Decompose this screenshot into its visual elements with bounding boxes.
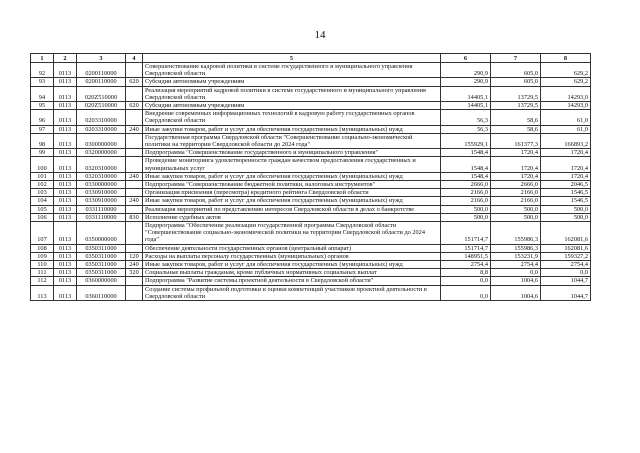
expense-type-cell: 240 [126, 261, 143, 269]
expense-type-cell: 120 [126, 252, 143, 260]
table-row [31, 222, 591, 245]
target-article-cell: 0330910000 [77, 189, 126, 197]
amount-cell-col8: 500,0 [541, 213, 591, 221]
item-name-cell: Иные закупки товаров, работ и услуг для обеспечения государственных (муниципальных) нужд [143, 197, 441, 205]
target-article-cell: 0350311000 [77, 252, 126, 260]
row-number-cell: 100 [31, 157, 54, 172]
section-code-cell: 0113 [54, 63, 77, 78]
amount-cell-col8: 1720,4 [541, 172, 591, 180]
row-number-cell: 97 [31, 125, 54, 133]
table-row [31, 133, 591, 148]
section-code-cell: 0113 [54, 213, 77, 221]
amount-cell-col8: 1546,5 [541, 197, 591, 205]
row-number-cell: 105 [31, 205, 54, 213]
expense-type-cell [126, 277, 143, 285]
item-name-cell: Подпрограмма "Обеспечение реализации государственной программы Свердловской области "Совершенствование социально-экономической политики на территории Свердловской области до 2024 года" [143, 222, 441, 245]
target-article-cell: 0320000000 [77, 149, 126, 157]
amount-cell-col8: 1044,7 [541, 285, 591, 300]
amount-cell-col7: 2166,0 [491, 197, 541, 205]
expense-type-cell [126, 86, 143, 101]
item-name-cell: Государственная программа Свердловской области "Совершенствование социально-экономической политики на территории Свердловской области до 2024 года" [143, 133, 441, 148]
section-code-cell: 0113 [54, 181, 77, 189]
amount-cell-col7: 2754,4 [491, 261, 541, 269]
table-row [31, 102, 591, 110]
target-article-cell: 0300000000 [77, 133, 126, 148]
section-code-cell: 0113 [54, 125, 77, 133]
amount-cell-col7: 1720,4 [491, 172, 541, 180]
expense-type-cell: 240 [126, 197, 143, 205]
row-number-cell: 110 [31, 261, 54, 269]
amount-cell-col8: 162081,6 [541, 244, 591, 252]
section-code-cell: 0113 [54, 149, 77, 157]
section-code-cell: 0113 [54, 269, 77, 277]
row-number-cell: 107 [31, 222, 54, 245]
amount-cell-col7: 1004,6 [491, 277, 541, 285]
target-article-cell: 0203310000 [77, 110, 126, 125]
column-header: 7 [491, 54, 541, 63]
expense-type-cell [126, 222, 143, 245]
row-number-cell: 111 [31, 269, 54, 277]
amount-cell-col8: 14293,0 [541, 86, 591, 101]
item-name-cell: Подпрограмма "Совершенствование бюджетной политики, налоговых инструментов" [143, 181, 441, 189]
table-row [31, 149, 591, 157]
target-article-cell: 0350311000 [77, 244, 126, 252]
item-name-cell: Иные закупки товаров, работ и услуг для обеспечения государственных (муниципальных) нужд [143, 172, 441, 180]
table-row [31, 213, 591, 221]
section-code-cell: 0113 [54, 86, 77, 101]
expense-type-cell [126, 63, 143, 78]
column-header: 1 [31, 54, 54, 63]
table-row [31, 189, 591, 197]
expense-type-cell [126, 157, 143, 172]
table-row [31, 261, 591, 269]
amount-cell-col7: 1004,6 [491, 285, 541, 300]
target-article-cell: 0320310000 [77, 172, 126, 180]
expense-type-cell [126, 133, 143, 148]
section-code-cell: 0113 [54, 110, 77, 125]
amount-cell-col7: 155986,3 [491, 244, 541, 252]
amount-cell-col6: 2166,0 [441, 189, 491, 197]
expense-type-cell [126, 181, 143, 189]
section-code-cell: 0113 [54, 252, 77, 260]
amount-cell-col6: 8,8 [441, 269, 491, 277]
expense-type-cell: 320 [126, 269, 143, 277]
row-number-cell: 92 [31, 63, 54, 78]
target-article-cell: 020Z510000 [77, 102, 126, 110]
item-name-cell: Проведение мониторинга удовлетворенности граждан качеством предоставления государственных и муниципальных услуг [143, 157, 441, 172]
target-article-cell: 020Z510000 [77, 86, 126, 101]
amount-cell-col8: 61,0 [541, 125, 591, 133]
item-name-cell: Обеспечение деятельности государственных органов (центральный аппарат) [143, 244, 441, 252]
section-code-cell: 0113 [54, 157, 77, 172]
target-article-cell: 0320310000 [77, 157, 126, 172]
row-number-cell: 99 [31, 149, 54, 157]
section-code-cell: 0113 [54, 172, 77, 180]
item-name-cell: Субсидии автономным учреждениям [143, 102, 441, 110]
amount-cell-col8: 0,0 [541, 269, 591, 277]
target-article-cell: 0360000000 [77, 277, 126, 285]
target-article-cell: 0330000000 [77, 181, 126, 189]
item-name-cell: Субсидии автономным учреждениям [143, 78, 441, 86]
table-row [31, 269, 591, 277]
target-article-cell: 0203310000 [77, 125, 126, 133]
section-code-cell: 0113 [54, 244, 77, 252]
target-article-cell: 0331110000 [77, 213, 126, 221]
row-number-cell: 106 [31, 213, 54, 221]
expense-type-cell [126, 205, 143, 213]
amount-cell-col6: 1548,4 [441, 157, 491, 172]
amount-cell-col6: 500,0 [441, 213, 491, 221]
target-article-cell: 0200110000 [77, 78, 126, 86]
amount-cell-col6: 290,9 [441, 78, 491, 86]
item-name-cell: Создание системы профильной подготовки и оценки компетенций участников проектной деятельности в Свердловской области [143, 285, 441, 300]
row-number-cell: 101 [31, 172, 54, 180]
target-article-cell: 0330910000 [77, 197, 126, 205]
amount-cell-col6: 2754,4 [441, 261, 491, 269]
amount-cell-col7: 161377,3 [491, 133, 541, 148]
expense-type-cell: 620 [126, 102, 143, 110]
expense-type-cell [126, 285, 143, 300]
row-number-cell: 102 [31, 181, 54, 189]
section-code-cell: 0113 [54, 285, 77, 300]
item-name-cell: Расходы на выплаты персоналу государственных (муниципальных) органов [143, 252, 441, 260]
amount-cell-col8: 159327,2 [541, 252, 591, 260]
amount-cell-col7: 500,0 [491, 205, 541, 213]
item-name-cell: Реализация мероприятий по представлению интересов Свердловской области в делах о банкротстве [143, 205, 441, 213]
budget-table [30, 53, 591, 301]
amount-cell-col6: 0,0 [441, 277, 491, 285]
amount-cell-col6: 0,0 [441, 285, 491, 300]
item-name-cell: Подпрограмма "Совершенствование государственного и муниципального управления" [143, 149, 441, 157]
expense-type-cell: 620 [126, 78, 143, 86]
page-number: 14 [314, 29, 326, 41]
row-number-cell: 95 [31, 102, 54, 110]
table-row [31, 244, 591, 252]
table-header-row [31, 54, 591, 63]
item-name-cell: Подпрограмма "Развитие системы проектной деятельности в Свердловской области" [143, 277, 441, 285]
table-row [31, 181, 591, 189]
target-article-cell: 0350000000 [77, 222, 126, 245]
amount-cell-col8: 629,2 [541, 63, 591, 78]
section-code-cell: 0113 [54, 189, 77, 197]
item-name-cell: Организация присвоения (пересмотра) кредитного рейтинга Свердловской области [143, 189, 441, 197]
amount-cell-col6: 14405,1 [441, 86, 491, 101]
table-body [31, 63, 591, 301]
amount-cell-col7: 58,6 [491, 110, 541, 125]
expense-type-cell [126, 189, 143, 197]
table-row [31, 252, 591, 260]
amount-cell-col7: 153231,9 [491, 252, 541, 260]
section-code-cell: 0113 [54, 261, 77, 269]
amount-cell-col7: 13729,5 [491, 102, 541, 110]
amount-cell-col6: 1548,4 [441, 149, 491, 157]
expense-type-cell: 240 [126, 172, 143, 180]
section-code-cell: 0113 [54, 102, 77, 110]
column-header: 4 [126, 54, 143, 63]
table-row [31, 285, 591, 300]
amount-cell-col8: 61,0 [541, 110, 591, 125]
amount-cell-col8: 500,0 [541, 205, 591, 213]
amount-cell-col7: 1720,4 [491, 157, 541, 172]
amount-cell-col8: 14293,0 [541, 102, 591, 110]
table-row [31, 157, 591, 172]
amount-cell-col6: 1548,4 [441, 172, 491, 180]
amount-cell-col6: 155929,1 [441, 133, 491, 148]
amount-cell-col6: 2666,0 [441, 181, 491, 189]
row-number-cell: 96 [31, 110, 54, 125]
table-row [31, 277, 591, 285]
column-header: 8 [541, 54, 591, 63]
section-code-cell: 0113 [54, 277, 77, 285]
amount-cell-col8: 166893,2 [541, 133, 591, 148]
column-header: 5 [143, 54, 441, 63]
table-row [31, 172, 591, 180]
table-row [31, 78, 591, 86]
table-row [31, 197, 591, 205]
amount-cell-col6: 2166,0 [441, 197, 491, 205]
amount-cell-col8: 1720,4 [541, 149, 591, 157]
target-article-cell: 0331110000 [77, 205, 126, 213]
amount-cell-col6: 151714,7 [441, 244, 491, 252]
row-number-cell: 103 [31, 189, 54, 197]
row-number-cell: 93 [31, 78, 54, 86]
amount-cell-col7: 1720,4 [491, 149, 541, 157]
item-name-cell: Реализация мероприятий кадровой политики в системе государственного и муниципального управления Свердловской области [143, 86, 441, 101]
amount-cell-col6: 500,0 [441, 205, 491, 213]
amount-cell-col7: 605,0 [491, 78, 541, 86]
item-name-cell: Исполнение судебных актов [143, 213, 441, 221]
amount-cell-col7: 500,0 [491, 213, 541, 221]
row-number-cell: 94 [31, 86, 54, 101]
amount-cell-col6: 56,3 [441, 110, 491, 125]
item-name-cell: Совершенствование кадровой политики в системе государственного и муниципального управления Свердловской области [143, 63, 441, 78]
amount-cell-col6: 148951,5 [441, 252, 491, 260]
expense-type-cell [126, 244, 143, 252]
row-number-cell: 109 [31, 252, 54, 260]
target-article-cell: 0350311000 [77, 269, 126, 277]
row-number-cell: 112 [31, 277, 54, 285]
amount-cell-col7: 2666,0 [491, 181, 541, 189]
amount-cell-col7: 0,0 [491, 269, 541, 277]
column-header: 6 [441, 54, 491, 63]
amount-cell-col7: 605,0 [491, 63, 541, 78]
section-code-cell: 0113 [54, 78, 77, 86]
expense-type-cell [126, 110, 143, 125]
table-row [31, 125, 591, 133]
item-name-cell: Социальные выплаты гражданам, кроме публичных нормативных социальных выплат [143, 269, 441, 277]
row-number-cell: 108 [31, 244, 54, 252]
column-header: 3 [77, 54, 126, 63]
column-header: 2 [54, 54, 77, 63]
amount-cell-col8: 1546,5 [541, 189, 591, 197]
amount-cell-col8: 629,2 [541, 78, 591, 86]
target-article-cell: 0200110000 [77, 63, 126, 78]
amount-cell-col6: 151714,7 [441, 222, 491, 245]
row-number-cell: 104 [31, 197, 54, 205]
section-code-cell: 0113 [54, 222, 77, 245]
section-code-cell: 0113 [54, 197, 77, 205]
expense-type-cell: 830 [126, 213, 143, 221]
amount-cell-col8: 2046,5 [541, 181, 591, 189]
target-article-cell: 0350311000 [77, 261, 126, 269]
row-number-cell: 113 [31, 285, 54, 300]
amount-cell-col8: 2754,4 [541, 261, 591, 269]
item-name-cell: Иные закупки товаров, работ и услуг для обеспечения государственных (муниципальных) нужд [143, 125, 441, 133]
section-code-cell: 0113 [54, 133, 77, 148]
item-name-cell: Внедрение современных информационных технологий в кадровую работу государственных органов Свердловской области [143, 110, 441, 125]
amount-cell-col7: 2166,0 [491, 189, 541, 197]
table-row [31, 110, 591, 125]
amount-cell-col7: 155986,3 [491, 222, 541, 245]
amount-cell-col8: 1044,7 [541, 277, 591, 285]
amount-cell-col6: 14405,1 [441, 102, 491, 110]
item-name-cell: Иные закупки товаров, работ и услуг для обеспечения государственных (муниципальных) нужд [143, 261, 441, 269]
table-row [31, 86, 591, 101]
table-row [31, 63, 591, 78]
expense-type-cell: 240 [126, 125, 143, 133]
amount-cell-col6: 290,9 [441, 63, 491, 78]
amount-cell-col7: 58,6 [491, 125, 541, 133]
amount-cell-col6: 56,3 [441, 125, 491, 133]
amount-cell-col8: 1720,4 [541, 157, 591, 172]
amount-cell-col7: 13729,5 [491, 86, 541, 101]
amount-cell-col8: 162081,6 [541, 222, 591, 245]
target-article-cell: 0360110000 [77, 285, 126, 300]
table-row [31, 205, 591, 213]
expense-type-cell [126, 149, 143, 157]
section-code-cell: 0113 [54, 205, 77, 213]
row-number-cell: 98 [31, 133, 54, 148]
